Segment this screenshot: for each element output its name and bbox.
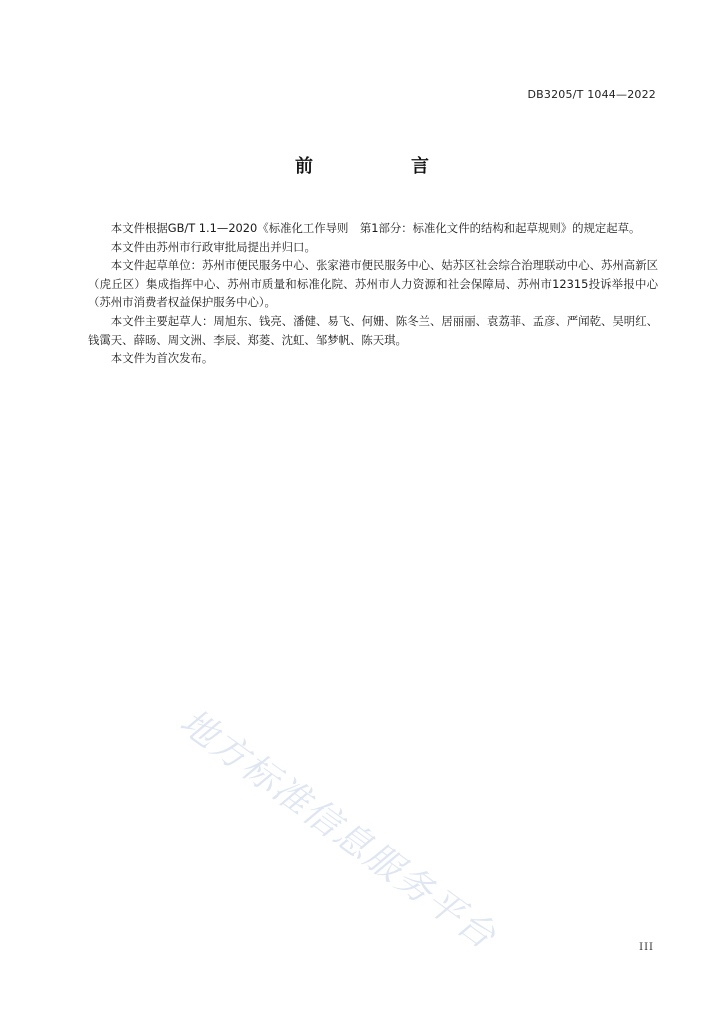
page-number: III (639, 942, 654, 953)
paragraph-proposer: 本文件由苏州市行政审批局提出并归口。 (110, 239, 316, 254)
page-title: 前 言 (295, 156, 469, 177)
paragraph-release: 本文件为首次发布。 (110, 351, 214, 366)
paragraph-drafters: 本文件主要起草人：周旭东、钱亮、潘健、易飞、何姗、陈冬兰、居丽丽、袁荔菲、孟彦、严闻乾、吴明红、钱霭天、薛旸、周文洲、李辰、郑菱、沈虹、邹梦帆、陈天琪。 (88, 313, 658, 347)
paragraph-drafting-units: 本文件起草单位：苏州市便民服务中心、张家港市便民服务中心、姑苏区社会综合治理联动中心、苏州高新区（虎丘区）集成指挥中心、苏州市质量和标准化院、苏州市人力资源和社会保障局、苏州市12315投诉举报中心（苏州市消费者权益保护服务中心）。 (88, 258, 658, 310)
paragraph-basis: 本文件根据GB/T 1.1—2020《标准化工作导则 第1部分：标准化文件的结构和起草规则》的规定起草。 (110, 221, 641, 235)
document-code: DB3205/T 1044—2022 (527, 88, 656, 101)
watermark: 地方标准信息服务平台 (172, 701, 504, 958)
foreword-body (88, 219, 658, 368)
